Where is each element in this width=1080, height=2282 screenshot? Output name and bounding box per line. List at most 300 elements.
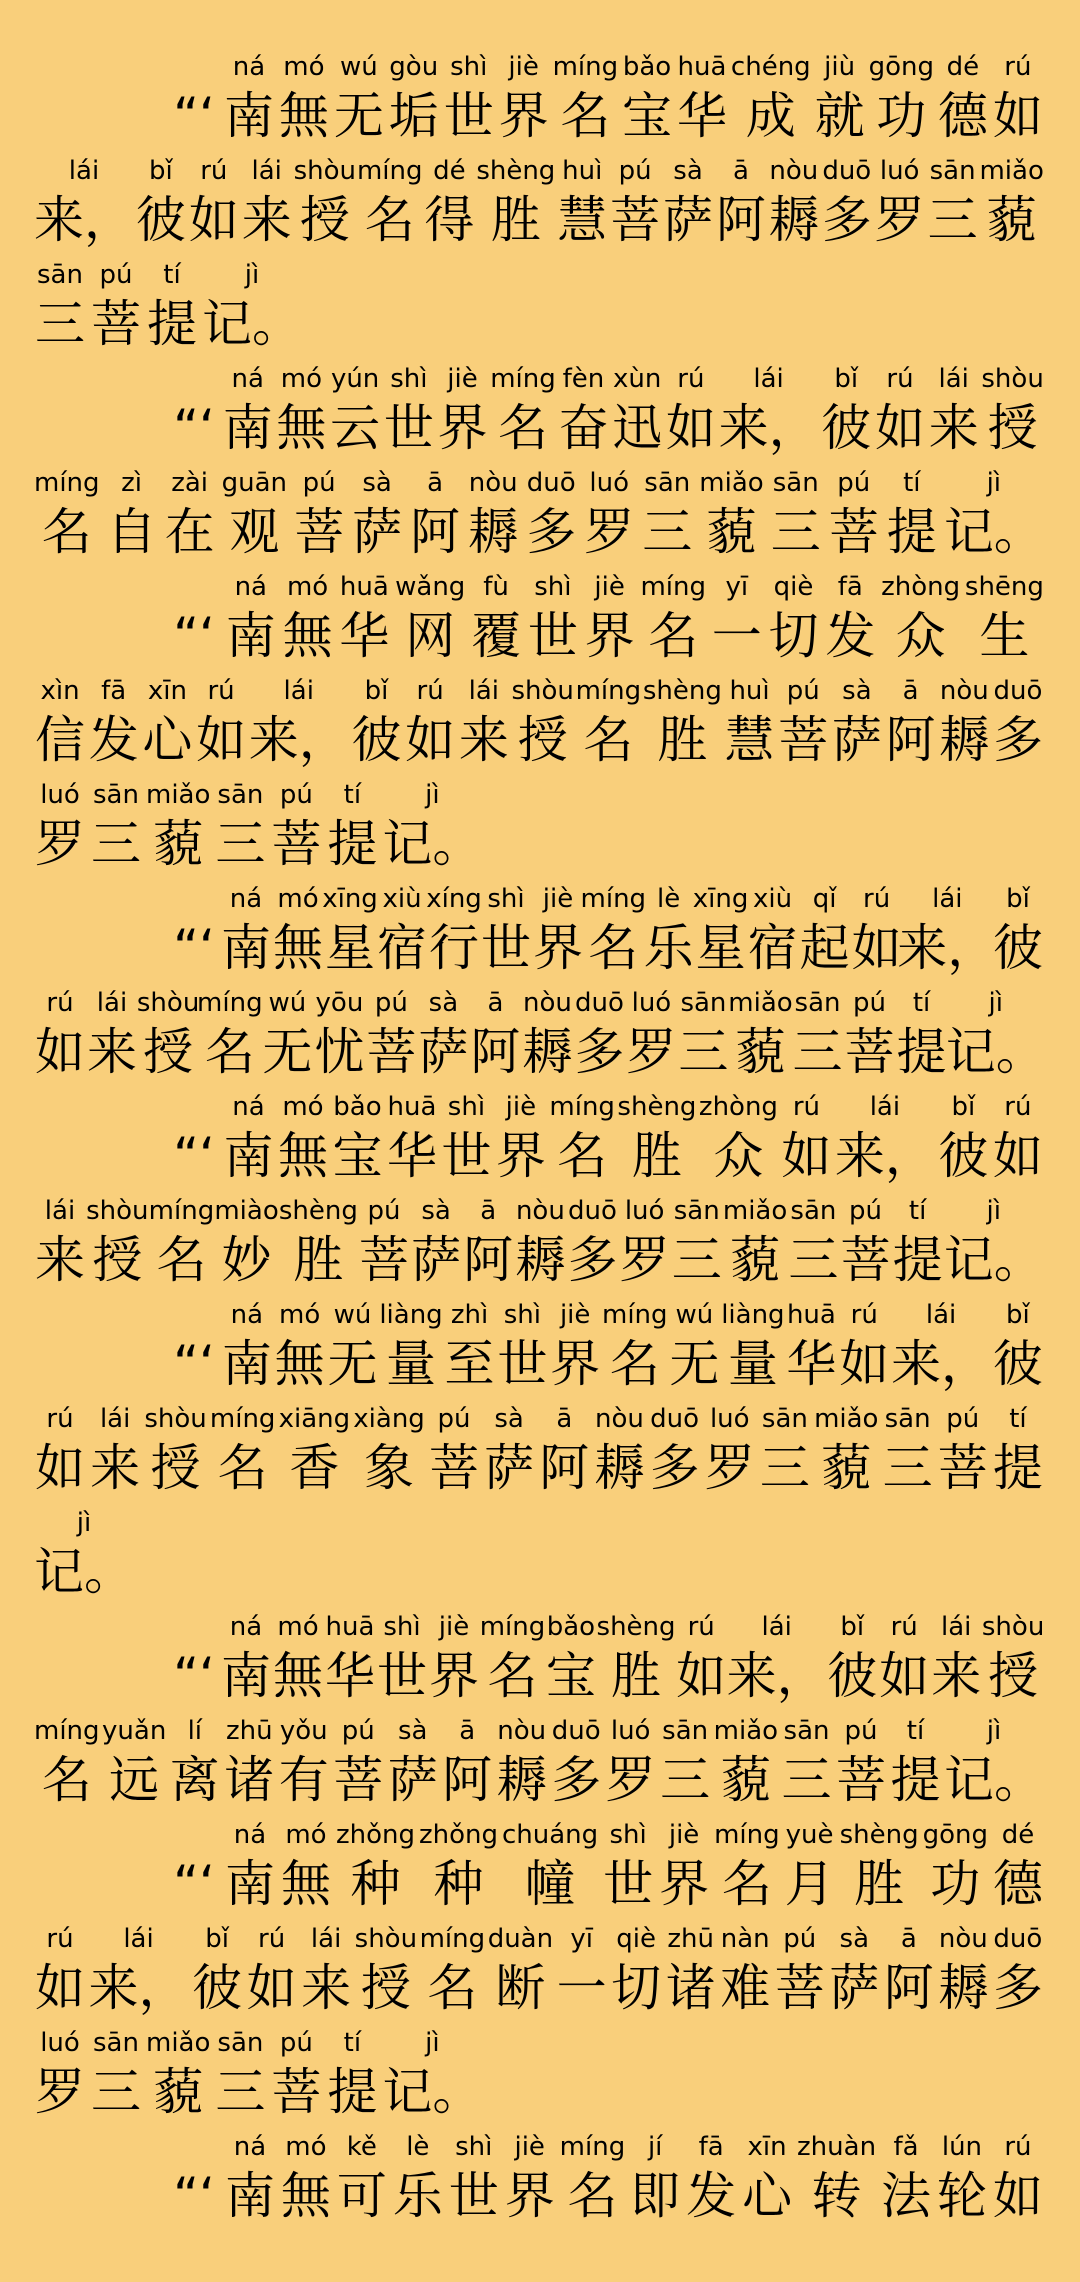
text-line: [0, 664, 1080, 768]
hanzi-character: 萨: [411, 1231, 462, 1289]
pinyin-annotation: miǎo: [146, 2028, 211, 2058]
ruby-character: [619, 1196, 671, 1288]
text-line: [0, 768, 1080, 872]
pinyin-annotation: nòu: [939, 676, 989, 706]
hanzi-character: 切: [611, 1959, 662, 2017]
pinyin-annotation: luó: [40, 780, 80, 810]
ruby-character: [138, 988, 198, 1080]
pinyin-annotation: nòu: [515, 1196, 565, 1226]
ruby-character: [936, 2132, 988, 2224]
hanzi-character: 罗: [626, 1023, 677, 1081]
pinyin-annotation: sà: [362, 468, 392, 498]
hanzi-character: 南: [222, 399, 273, 457]
pinyin-annotation: sān: [662, 1716, 709, 1746]
hanzi-character: 胜: [611, 1647, 662, 1705]
hanzi-character: 萨: [831, 711, 882, 769]
ruby-character: [34, 1196, 86, 1288]
pinyin-annotation: sà: [421, 1196, 451, 1226]
hanzi-character: 菩: [778, 711, 829, 769]
ruby-character: [584, 572, 636, 664]
pinyin-annotation: sà: [397, 1716, 428, 1746]
ruby-character: [441, 1716, 493, 1808]
ruby-character: [719, 1924, 771, 2016]
hanzi-character: 华: [786, 1335, 837, 1393]
pinyin-annotation: bǎo: [333, 1092, 382, 1122]
hanzi-character: 菩: [359, 1231, 409, 1289]
hanzi-character: 众: [713, 1127, 764, 1185]
hanzi-character: 忧: [314, 1023, 365, 1081]
ruby-character: [992, 1924, 1044, 2016]
hanzi-character: 迅: [612, 399, 663, 457]
ruby-character: [423, 156, 475, 248]
hanzi-character: 耨: [515, 1231, 566, 1289]
ruby-character: [214, 1196, 278, 1288]
pinyin-annotation: lái: [310, 1924, 342, 1954]
hanzi-character: 阿: [463, 1231, 514, 1289]
hanzi-character: 来: [241, 191, 292, 249]
pinyin-annotation: xíng: [426, 884, 482, 914]
hanzi-character: 藐: [153, 815, 204, 873]
pinyin-annotation: míng: [479, 1612, 546, 1642]
ruby-character: [780, 1092, 832, 1184]
pinyin-annotation: shì: [609, 1820, 647, 1850]
ruby-character: [649, 1404, 701, 1496]
pinyin-annotation: míng: [490, 364, 556, 394]
pinyin-annotation: jiè: [438, 1612, 470, 1642]
hanzi-character: 名: [609, 1335, 660, 1393]
hanzi-character: 慧: [724, 711, 775, 769]
hanzi-character: 南: [223, 87, 274, 145]
pinyin-annotation: duō: [993, 676, 1043, 706]
hanzi-character: 世: [448, 2167, 499, 2225]
hanzi-character: 覆: [471, 607, 522, 665]
hanzi-character: 無: [276, 399, 327, 457]
hanzi-character: 界: [659, 1855, 710, 1913]
pinyin-annotation: huā: [677, 52, 727, 82]
hanzi-character: 离: [169, 1751, 220, 1809]
pinyin-annotation: rú: [677, 364, 705, 394]
pinyin-annotation: shì: [455, 2132, 493, 2162]
pinyin-annotation: huā: [387, 1092, 437, 1122]
hanzi-character: 名: [156, 1231, 207, 1289]
pinyin-annotation: shòu: [511, 676, 574, 706]
ruby-character: [383, 364, 435, 456]
hanzi-character: 罗: [605, 1751, 656, 1809]
ruby-character: [210, 1404, 276, 1496]
pinyin-annotation: pú: [946, 1404, 980, 1434]
ruby-character: [277, 1092, 329, 1184]
pinyin-annotation: rú: [46, 988, 74, 1018]
pinyin-annotation: bǐ: [149, 156, 173, 186]
hanzi-character: 阿: [539, 1439, 590, 1497]
ruby-character: [495, 1092, 547, 1184]
pinyin-annotation: lái: [251, 156, 282, 186]
pinyin-annotation: bǎo: [622, 52, 672, 82]
hanzi-character: 一: [711, 607, 762, 665]
pinyin-annotation: qiè: [616, 1924, 657, 1954]
pinyin-annotation: míng: [34, 468, 100, 498]
ruby-character: [350, 676, 402, 768]
ruby-character: [711, 572, 763, 664]
hanzi-character: 彼: [827, 1647, 878, 1705]
ruby-character: [382, 780, 482, 872]
hanzi-character: 世: [443, 87, 494, 145]
ruby-character: [731, 52, 811, 144]
ruby-character: [580, 884, 647, 977]
pinyin-annotation: pú: [844, 1716, 878, 1746]
ruby-character: [573, 988, 625, 1080]
ruby-character: [168, 1300, 220, 1392]
hanzi-character: 名: [41, 503, 92, 561]
ruby-character: [979, 156, 1043, 248]
pinyin-annotation: shòu: [293, 156, 357, 186]
hanzi-character: 無: [273, 919, 323, 977]
pinyin-annotation: míng: [197, 988, 263, 1018]
hanzi-character: 多: [992, 711, 1043, 769]
pinyin-annotation: wú: [333, 1300, 372, 1330]
hanzi-character: 耨: [594, 1439, 645, 1497]
pinyin-annotation: lí: [187, 1716, 203, 1746]
pinyin-annotation: rú: [416, 676, 444, 706]
ruby-character: [198, 988, 261, 1080]
hanzi-character: 诸: [665, 1959, 716, 2017]
pinyin-annotation: tí: [163, 260, 181, 290]
hanzi-character: 象: [364, 1439, 415, 1497]
pinyin-annotation: rú: [46, 1924, 74, 1954]
ruby-character: [357, 156, 423, 248]
hanzi-character: 如: [851, 919, 902, 977]
pinyin-annotation: pú: [849, 1196, 882, 1226]
pinyin-annotation: rú: [886, 364, 914, 394]
pinyin-annotation: sān: [217, 780, 264, 810]
pinyin-annotation: ā: [487, 988, 504, 1018]
pinyin-annotation: xiù: [753, 884, 793, 914]
ruby-character: [214, 2028, 266, 2120]
hanzi-character: 世: [481, 919, 531, 977]
hanzi-character: 一: [556, 1959, 607, 2017]
hanzi-character: 轮: [936, 2167, 987, 2225]
ruby-character: [504, 2132, 556, 2224]
hanzi-character: 耨: [768, 191, 819, 249]
hanzi-character: 三: [215, 2063, 266, 2121]
pinyin-annotation: lái: [761, 1612, 792, 1642]
pinyin-annotation: wú: [675, 1300, 714, 1330]
ruby-character: [538, 1404, 590, 1496]
pinyin-annotation: zài: [171, 468, 209, 498]
ruby-character: [34, 156, 134, 248]
hanzi-character: 提: [886, 503, 937, 561]
ruby-character: [668, 1300, 720, 1392]
pinyin-annotation: miǎo: [979, 156, 1044, 186]
pinyin-annotation: lái: [938, 364, 969, 394]
pinyin-annotation: bǐ: [840, 1612, 865, 1642]
ruby-character: [675, 1612, 727, 1704]
ruby-character: [490, 364, 556, 456]
hanzi-character: 无: [262, 1023, 313, 1081]
hanzi-character: 世: [441, 1127, 492, 1185]
pinyin-annotation: rú: [850, 1300, 878, 1330]
hanzi-character: 胜: [631, 1127, 682, 1185]
pinyin-annotation: sān: [217, 2028, 264, 2058]
pinyin-annotation: tí: [906, 1716, 925, 1746]
ruby-character: [719, 364, 819, 456]
hanzi-character: 世: [603, 1855, 654, 1913]
ruby-character: [882, 1404, 934, 1496]
pinyin-annotation: duō: [551, 1716, 601, 1746]
hanzi-character: 罗: [584, 503, 635, 561]
ruby-character: [141, 676, 193, 768]
hanzi-character: 信: [35, 711, 85, 769]
ruby-character: [814, 52, 866, 144]
pinyin-annotation: rú: [200, 156, 228, 186]
ruby-character: [220, 1612, 272, 1704]
pinyin-annotation: tí: [903, 468, 921, 498]
hanzi-character: 如: [196, 711, 247, 769]
hanzi-character: 授: [92, 1231, 143, 1289]
ruby-character: [714, 1716, 778, 1808]
pinyin-annotation: rú: [687, 1612, 715, 1642]
hanzi-character: 慧: [557, 191, 608, 249]
ruby-character: [643, 676, 722, 768]
pinyin-annotation: guān: [221, 468, 288, 498]
ruby-character: [34, 988, 86, 1080]
hanzi-character: 如: [676, 1647, 727, 1705]
pinyin-annotation: gōng: [922, 1820, 988, 1850]
ruby-character: [792, 988, 844, 1080]
pinyin-annotation: fā: [101, 676, 127, 706]
hanzi-character: 众: [895, 607, 946, 665]
pinyin-annotation: sān: [929, 156, 976, 186]
hanzi-character: 授: [517, 711, 568, 769]
ruby-character: [34, 1508, 134, 1600]
hanzi-character: 萨: [484, 1439, 535, 1497]
hanzi-character: 名: [41, 1751, 92, 1809]
ruby-character: [146, 780, 210, 872]
hanzi-character: 胜: [490, 191, 541, 249]
pinyin-annotation: ná: [232, 1092, 265, 1122]
hanzi-character: 藐: [735, 1023, 786, 1081]
hanzi-character: 多: [551, 1751, 602, 1809]
ruby-character: [274, 1300, 326, 1392]
hanzi-character: 授: [143, 1023, 194, 1081]
hanzi-character: 授: [299, 191, 350, 249]
pinyin-annotation: ná: [232, 52, 266, 82]
ruby-character: [326, 1300, 378, 1392]
hanzi-character: 种: [433, 1855, 484, 1913]
hanzi-character: 如: [35, 1959, 85, 2017]
pinyin-annotation: shēng: [964, 572, 1044, 602]
hanzi-character: 授: [150, 1439, 201, 1497]
ruby-character: [677, 988, 729, 1080]
hanzi-character: 来: [87, 1023, 137, 1081]
hanzi-character: 耨: [939, 711, 990, 769]
ruby-character: [270, 2028, 322, 2120]
pinyin-annotation: sān: [884, 1404, 931, 1434]
ruby-character: [965, 572, 1044, 664]
pinyin-annotation: zhòng: [698, 1092, 778, 1122]
ruby-character: [272, 1612, 324, 1704]
hanzi-character: 如: [35, 1439, 85, 1497]
pinyin-annotation: sà: [494, 1404, 524, 1434]
ruby-character: [102, 1716, 166, 1808]
text-line: [0, 1496, 1080, 1600]
ruby-character: [699, 468, 763, 560]
ruby-character: [443, 52, 495, 144]
pinyin-annotation: pú: [837, 468, 871, 498]
pinyin-annotation: qiè: [773, 572, 814, 602]
hanzi-character: 生: [979, 607, 1030, 665]
hanzi-character: 无: [327, 1335, 378, 1393]
pinyin-annotation: yī: [570, 1924, 593, 1954]
pinyin-annotation: dé: [1001, 1820, 1035, 1850]
hanzi-character: 界: [498, 87, 549, 145]
hanzi-character: “‘: [173, 2167, 215, 2225]
ruby-character: [927, 156, 979, 248]
hanzi-character: 名: [588, 919, 639, 977]
ruby-character: [659, 1716, 711, 1808]
pinyin-annotation: rú: [207, 676, 235, 706]
hanzi-character: 名: [364, 191, 415, 249]
pinyin-annotation: gōng: [868, 52, 934, 82]
ruby-character: [261, 988, 313, 1080]
hanzi-character: 耨: [938, 1959, 989, 2017]
hanzi-character: 三: [678, 1023, 729, 1081]
hanzi-character: 宝: [332, 1127, 383, 1185]
pinyin-annotation: bǐ: [364, 676, 389, 706]
ruby-character: [828, 468, 880, 560]
hanzi-character: 华: [339, 607, 390, 665]
text-line: [0, 1288, 1080, 1392]
hanzi-character: 三: [642, 503, 693, 561]
hanzi-character: 菩: [294, 503, 345, 561]
ruby-character: [662, 156, 714, 248]
pinyin-annotation: míng: [552, 52, 619, 82]
hanzi-character: 耨: [468, 503, 519, 561]
ruby-character: [553, 52, 619, 144]
ruby-character: [388, 52, 440, 144]
pinyin-annotation: duō: [993, 1924, 1043, 1954]
ruby-character: [982, 1612, 1044, 1704]
pinyin-annotation: xùn: [613, 364, 662, 394]
ruby-character: [469, 988, 521, 1080]
hanzi-character: 如: [992, 87, 1043, 145]
hanzi-character: 三: [781, 1751, 832, 1809]
pinyin-annotation: chuáng: [501, 1820, 599, 1850]
pinyin-annotation: fù: [483, 572, 509, 602]
hanzi-character: 菩: [333, 1751, 384, 1809]
ruby-character: [249, 676, 349, 768]
hanzi-character: 提: [992, 1439, 1043, 1497]
pinyin-annotation: míng: [714, 1820, 780, 1850]
pinyin-annotation: rú: [258, 1924, 286, 1954]
ruby-character: [729, 988, 791, 1080]
pinyin-annotation: dé: [946, 52, 980, 82]
pinyin-annotation: lún: [941, 2132, 983, 2162]
hanzi-character: 彼: [821, 399, 872, 457]
pinyin-annotation: xīn: [747, 2132, 787, 2162]
pinyin-annotation: míng: [148, 1196, 215, 1226]
pinyin-annotation: pú: [367, 1196, 401, 1226]
hanzi-character: 名: [557, 1127, 608, 1185]
hanzi-character: 界: [495, 1127, 546, 1185]
hanzi-character: 阿: [883, 1959, 934, 2017]
pinyin-annotation: bǐ: [834, 364, 859, 394]
hanzi-character: 切: [768, 607, 819, 665]
ruby-character: [992, 1300, 1044, 1392]
ruby-character: [300, 1924, 352, 2016]
pinyin-annotation: shì: [390, 364, 428, 394]
hanzi-character: 阿: [715, 191, 766, 249]
hanzi-character: 耨: [496, 1751, 547, 1809]
pinyin-annotation: shèng: [596, 1612, 676, 1642]
ruby-character: [831, 676, 883, 768]
pinyin-annotation: ā: [459, 1716, 476, 1746]
hanzi-character: 胜: [657, 711, 708, 769]
pinyin-annotation: bǐ: [1006, 884, 1030, 914]
pinyin-annotation: huā: [339, 572, 389, 602]
hanzi-character: 华: [325, 1647, 375, 1705]
ruby-character: [741, 2132, 793, 2224]
pinyin-annotation: rú: [1004, 52, 1032, 82]
hanzi-character: 来，: [891, 1335, 992, 1393]
hanzi-character: 藐: [706, 503, 757, 561]
pinyin-annotation: bǐ: [951, 1092, 976, 1122]
hanzi-character: 菩: [91, 295, 141, 353]
pinyin-annotation: sān: [783, 1716, 830, 1746]
pinyin-annotation: shèng: [476, 156, 556, 186]
ruby-character: [685, 2132, 737, 2224]
ruby-character: [609, 156, 661, 248]
pinyin-annotation: jì: [986, 468, 1002, 498]
text-line: [0, 352, 1080, 456]
hanzi-character: 幢: [525, 1855, 576, 1913]
hanzi-character: 名: [487, 1647, 538, 1705]
ruby-character: [168, 572, 220, 664]
hanzi-character: 南: [224, 2167, 275, 2225]
pinyin-annotation: lái: [753, 364, 784, 394]
pinyin-annotation: rú: [863, 884, 891, 914]
hanzi-character: 三: [671, 1231, 722, 1289]
text-line: [0, 1704, 1080, 1808]
ruby-character: [821, 156, 873, 248]
hanzi-character: 藐: [986, 191, 1037, 249]
ruby-character: [168, 884, 220, 976]
ruby-character: [168, 1092, 220, 1184]
pinyin-annotation: tí: [912, 988, 931, 1018]
pinyin-annotation: shèng: [839, 1820, 919, 1850]
pinyin-annotation: xiāng: [278, 1404, 351, 1434]
ruby-character: [278, 52, 330, 144]
pinyin-annotation: xiàng: [353, 1404, 425, 1434]
hanzi-character: 萨: [418, 1023, 469, 1081]
hanzi-character: 三: [35, 295, 85, 353]
pinyin-annotation: sān: [680, 988, 727, 1018]
ruby-character: [106, 468, 158, 560]
pinyin-annotation: luó: [631, 988, 672, 1018]
ruby-character: [874, 364, 926, 456]
hanzi-character: 多: [526, 503, 577, 561]
ruby-character: [420, 1924, 486, 2016]
ruby-character: [410, 1196, 462, 1288]
hanzi-character: 阿: [470, 1023, 521, 1081]
text-line: [0, 144, 1080, 248]
hanzi-character: 发: [88, 711, 139, 769]
pinyin-annotation: nòu: [522, 988, 572, 1018]
ruby-character: [313, 988, 365, 1080]
pinyin-annotation: lái: [468, 676, 499, 706]
ruby-character: [643, 884, 695, 976]
ruby-character: [90, 2028, 142, 2120]
